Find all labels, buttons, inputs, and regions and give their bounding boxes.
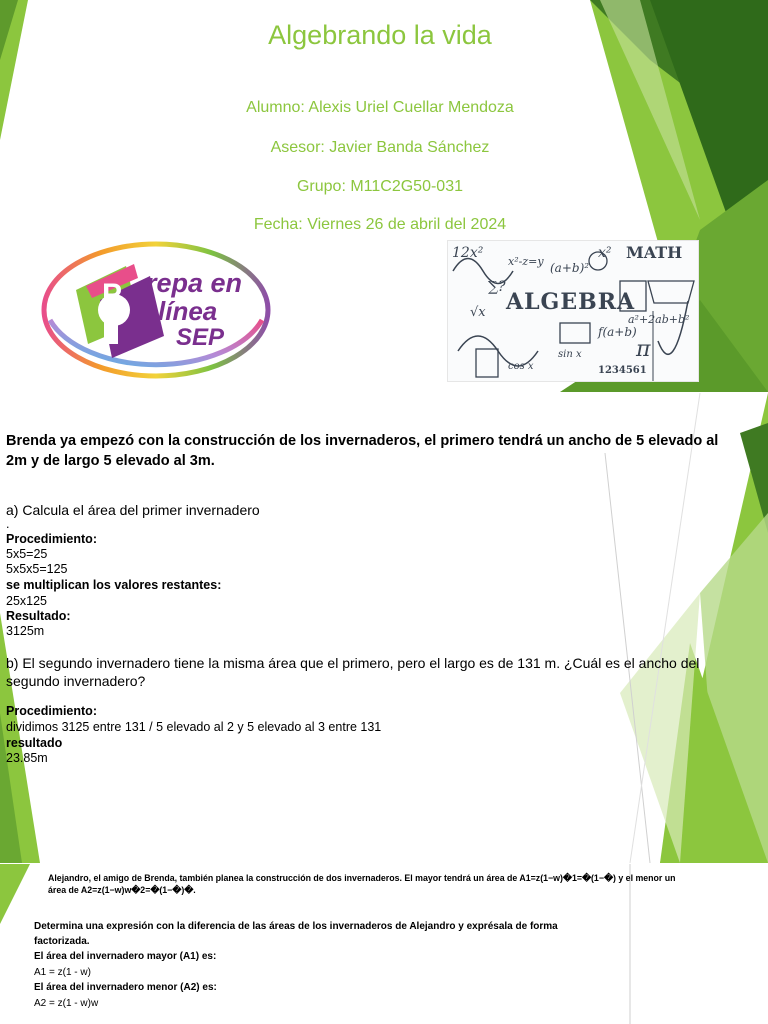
algebra-doodle-image: [447, 240, 699, 382]
formula-5: (a+b)²: [550, 261, 590, 275]
student-name: Alumno: Alexis Uriel Cuellar Mendoza: [246, 99, 514, 116]
prepa-en-linea-sep-logo: [40, 240, 272, 380]
presentation-title: Algebrando la vida: [268, 20, 492, 50]
result-label-b: resultado: [6, 736, 63, 750]
alejandro-intro: Alejandro, el amigo de Brenda, también planea la construcción de dos invernaderos. El mayor tendrá un área de A1=z(1−w)�1=�(1−�) y el menor un área de A2=z(1−w)w�2=�(1−�)�.: [48, 873, 676, 895]
math-word: MATH: [626, 243, 683, 262]
task-statement: Determina una expresión con la diferencia de las áreas de los invernaderos de Alejandro y exprésala de forma factorizada.: [34, 921, 558, 947]
procedure-label-a: Procedimiento:: [6, 532, 97, 546]
procedure-b: dividimos 3125 entre 131 / 5 elevado al 2 y 5 elevado al 3 entre 131: [6, 720, 382, 734]
logo-text-line3: SEP: [176, 324, 225, 351]
formula-3: a²+2ab+b²: [628, 313, 690, 326]
result-a: 3125m: [6, 624, 45, 638]
problem-statement: Brenda ya empezó con la construcción de los invernaderos, el primero tendrá un ancho de 5 elevado al 2m y de largo 5 elevado al 3m.: [6, 433, 719, 469]
part-a-question: a) Calcula el área del primer invernadero: [6, 502, 260, 518]
multiply-label: se multiplican los valores restantes:: [6, 578, 222, 592]
step-1: 5x5=25: [6, 547, 48, 561]
advisor-name: Asesor: Javier Banda Sánchez: [270, 139, 490, 156]
factorization-slide: [0, 864, 768, 1024]
algebra-word: ALGEBRA: [506, 289, 636, 315]
a2-expression: A2 = z(1 - w)w: [34, 998, 99, 1009]
procedure-label-b: Procedimiento:: [6, 704, 97, 718]
dot-marker: .: [6, 517, 10, 531]
formula-11: 12x²: [452, 245, 484, 261]
formula-2: √x: [470, 305, 486, 320]
a2-label: El área del invernadero menor (A2) es:: [34, 982, 217, 993]
formula-8: x²: [598, 245, 612, 261]
logo-text-line2: línea: [158, 296, 218, 326]
logo-text-line1: repa en: [146, 268, 243, 298]
problem-slide: [0, 393, 768, 863]
presentation-date: Fecha: Viernes 26 de abril del 2024: [253, 216, 507, 233]
step-3: 25x125: [6, 594, 48, 608]
result-b: 23.85m: [6, 751, 48, 765]
formula-7: cos x: [508, 361, 534, 372]
result-label-a: Resultado:: [6, 609, 71, 623]
title-slide: [0, 0, 768, 392]
a1-expression: A1 = z(1 - w): [34, 967, 91, 978]
numbers-text: 1234561: [598, 365, 647, 376]
formula-10: sin x: [558, 349, 582, 360]
step-2: 5x5x5=125: [6, 562, 68, 576]
formula-9: π: [636, 337, 651, 362]
logo-initial: P: [102, 278, 123, 311]
formula-4: f(a+b): [598, 325, 637, 339]
part-b-question: b) El segundo invernadero tiene la misma área que el primero, pero el largo es de 131 m. ¿Cuál es el ancho del segundo invernadero?: [6, 655, 700, 689]
formula-6: ∑?: [488, 279, 506, 295]
a1-label: El área del invernadero mayor (A1) es:: [34, 951, 217, 962]
formula-1: x²-z=y: [508, 255, 544, 268]
group-code: Grupo: M11C2G50-031: [296, 178, 463, 195]
